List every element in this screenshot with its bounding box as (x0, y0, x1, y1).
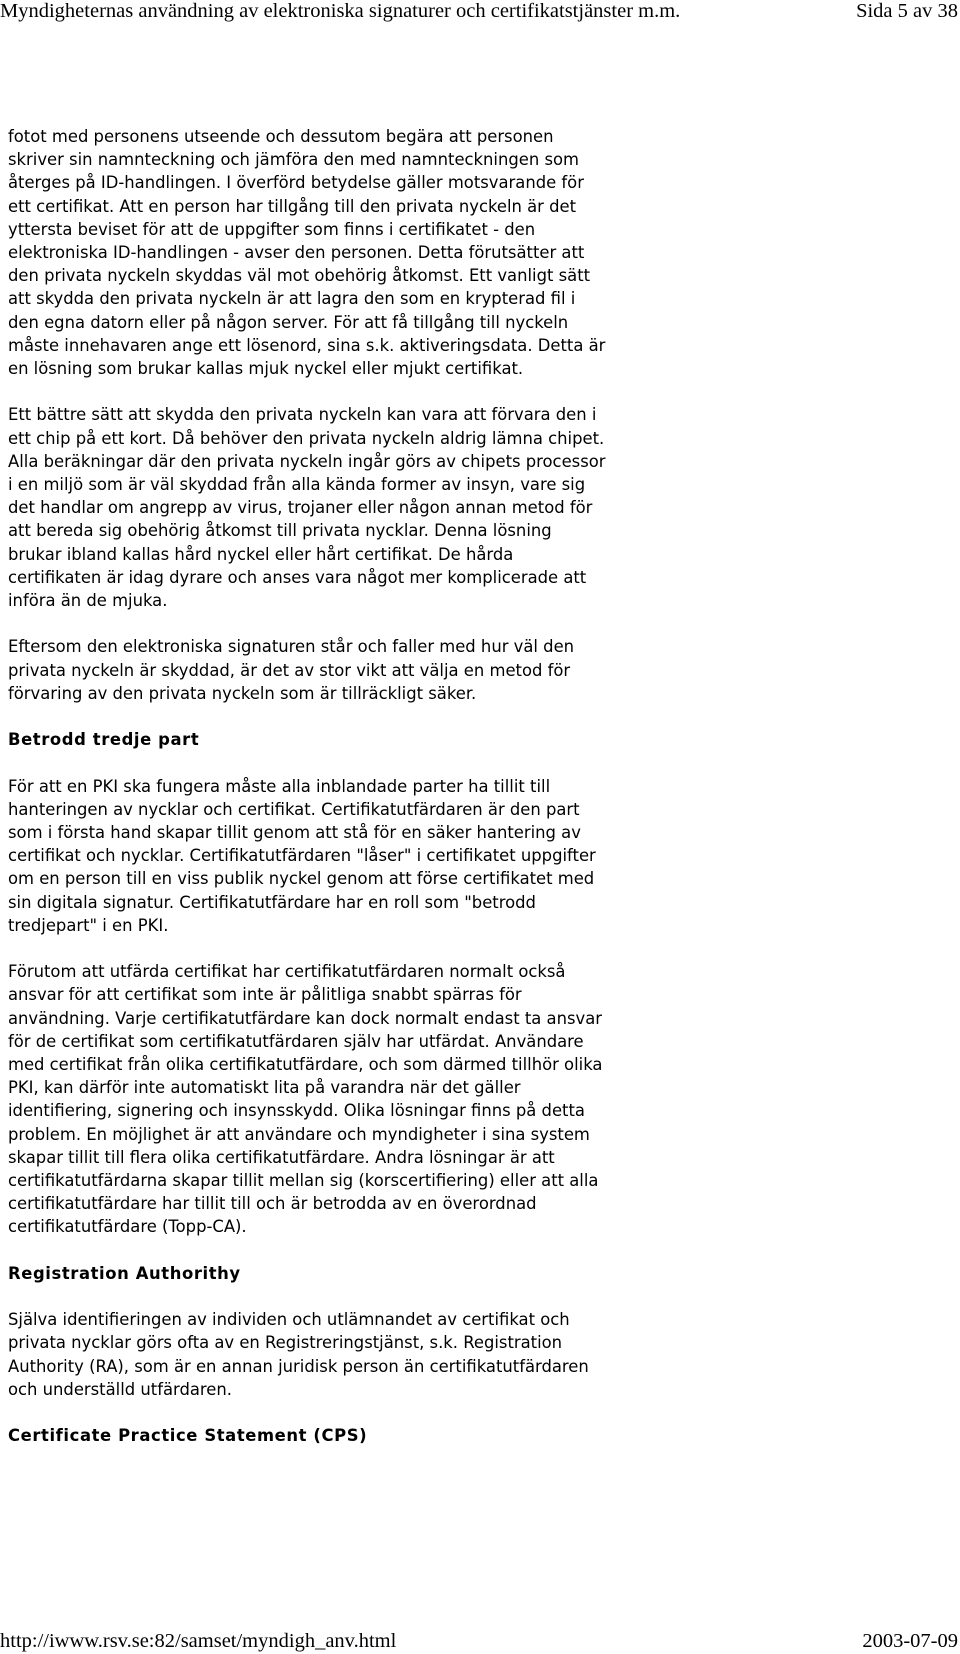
text-line: att skydda den privata nyckeln är att lagra den som en krypterad fil i (8, 289, 576, 309)
text-line: för de certifikat som certifikatutfärdaren själv har utfärdat. Användare (8, 1031, 584, 1051)
paragraph-chip-card (8, 403, 953, 612)
paragraph-pki-trust (8, 775, 953, 937)
text-line: fotot med personens utseende och dessutom begära att personen (8, 127, 554, 146)
text-line: den privata nyckeln skyddas väl mot obehörig åtkomst. Ett vanligt sätt (8, 266, 591, 286)
text-line: privata nycklar görs ofta av en Registreringstjänst, s.k. Registration (8, 1333, 563, 1353)
text-line: elektroniska ID-handlingen - avser den personen. Detta förutsätter att (8, 243, 585, 263)
text-line: certifikatutfärdarna skapar tillit mellan sig (korscertifiering) eller att alla (8, 1171, 599, 1191)
page-footer (0, 1630, 960, 1654)
text-line: Eftersom den elektroniska signaturen står och faller med hur väl den (8, 637, 575, 657)
page-header (0, 0, 960, 26)
text-line: och underställd utfärdaren. (8, 1379, 232, 1399)
text-line: det handlar om angrepp av virus, trojaner eller någon annan metod för (8, 498, 593, 518)
text-line: PKI, kan därför inte automatiskt lita på varandra när det gäller (8, 1078, 521, 1098)
page-number: Sida 5 av 38 (856, 0, 958, 22)
text-line: om en person till en viss publik nyckel genom att förse certifikatet med (8, 869, 595, 889)
paragraph-cross-certification (8, 960, 953, 1238)
text-line: återges på ID-handlingen. I överförd betydelse gäller motsvarande för (8, 173, 584, 193)
paragraph-storage-method (8, 635, 953, 705)
text-line: skapar tillit till flera olika certifikatutfärdare. Andra lösningar är att (8, 1147, 555, 1167)
text-line: en lösning som brukar kallas mjuk nyckel eller mjukt certifikat. (8, 359, 524, 379)
document-title: Myndigheternas användning av elektroniska signaturer och certifikatstjänster m.m. (0, 0, 681, 22)
text-line: privata nyckeln är skyddad, är det av stor vikt att välja en metod för (8, 660, 571, 680)
heading-certificate-practice-statement: Certificate Practice Statement (CPS) (8, 1426, 368, 1446)
text-line: Förutom att utfärda certifikat har certifikatutfärdaren normalt också (8, 962, 566, 982)
text-line: certifikatutfärdare (Topp-CA). (8, 1217, 247, 1237)
text-line: hanteringen av nycklar och certifikat. Certifikatutfärdaren är den part (8, 799, 580, 819)
text-line: ett certifikat. Att en person har tillgång till den privata nyckeln är det (8, 196, 577, 216)
text-line: Authority (RA), som är en annan juridisk person än certifikatutfärdaren (8, 1356, 589, 1376)
text-line: den egna datorn eller på någon server. För att få tillgång till nyckeln (8, 312, 569, 332)
text-line: Själva identifieringen av individen och utlämnandet av certifikat och (8, 1310, 570, 1330)
text-line: med certifikat från olika certifikatutfärdare, och som därmed tillhör olika (8, 1055, 603, 1075)
text-line: ett chip på ett kort. Då behöver den privata nyckeln aldrig lämna chipet. (8, 428, 605, 448)
print-date: 2003-07-09 (862, 1630, 958, 1652)
text-line: yttersta beviset för att de uppgifter som finns i certifikatet - den (8, 219, 536, 239)
text-line: tredjepart" i en PKI. (8, 915, 169, 935)
paragraph-private-key-protection (8, 125, 953, 380)
document-body (8, 125, 953, 1471)
text-line: certifikat och nycklar. Certifikatutfärdaren "låser" i certifikatet uppgifter (8, 846, 596, 866)
text-line: förvaring av den privata nyckeln som är tillräckligt säker. (8, 683, 477, 703)
heading-registration-authority: Registration Authorithy (8, 1263, 241, 1283)
text-line: certifikatutfärdare har tillit till och är betrodda av en överordnad (8, 1194, 537, 1214)
text-line: som i första hand skapar tillit genom att stå för en säker hantering av (8, 823, 581, 843)
text-line: måste innehavaren ange ett lösenord, sina s.k. aktiveringsdata. Detta är (8, 335, 606, 355)
text-line: problem. En möjlighet är att användare och myndigheter i sina system (8, 1124, 590, 1144)
text-line: identifiering, signering och insynsskydd. Olika lösningar finns på detta (8, 1101, 585, 1121)
paragraph-registration-service (8, 1308, 953, 1401)
heading-trusted-third-party: Betrodd tredje part (8, 730, 200, 750)
text-line: ansvar för att certifikat som inte är pålitliga snabbt spärras för (8, 985, 522, 1005)
text-line: brukar ibland kallas hård nyckel eller hårt certifikat. De hårda (8, 544, 514, 564)
text-line: För att en PKI ska fungera måste alla inblandade parter ha tillit till (8, 776, 551, 796)
text-line: Alla beräkningar där den privata nyckeln ingår görs av chipets processor (8, 451, 606, 471)
text-line: Ett bättre sätt att skydda den privata nyckeln kan vara att förvara den i (8, 405, 597, 425)
text-line: certifikaten är idag dyrare och anses vara något mer komplicerade att (8, 567, 587, 587)
text-line: användning. Varje certifikatutfärdare kan dock normalt endast ta ansvar (8, 1008, 602, 1028)
text-line: skriver sin namnteckning och jämföra den med namnteckningen som (8, 150, 579, 170)
source-url: http://iwww.rsv.se:82/samset/myndigh_anv.html (0, 1630, 397, 1652)
text-line: i en miljö som är väl skyddad från alla kända former av insyn, vare sig (8, 475, 586, 495)
text-line: införa än de mjuka. (8, 591, 168, 611)
text-line: att bereda sig obehörig åtkomst till privata nycklar. Denna lösning (8, 521, 552, 541)
text-line: sin digitala signatur. Certifikatutfärdare har en roll som "betrodd (8, 892, 536, 912)
